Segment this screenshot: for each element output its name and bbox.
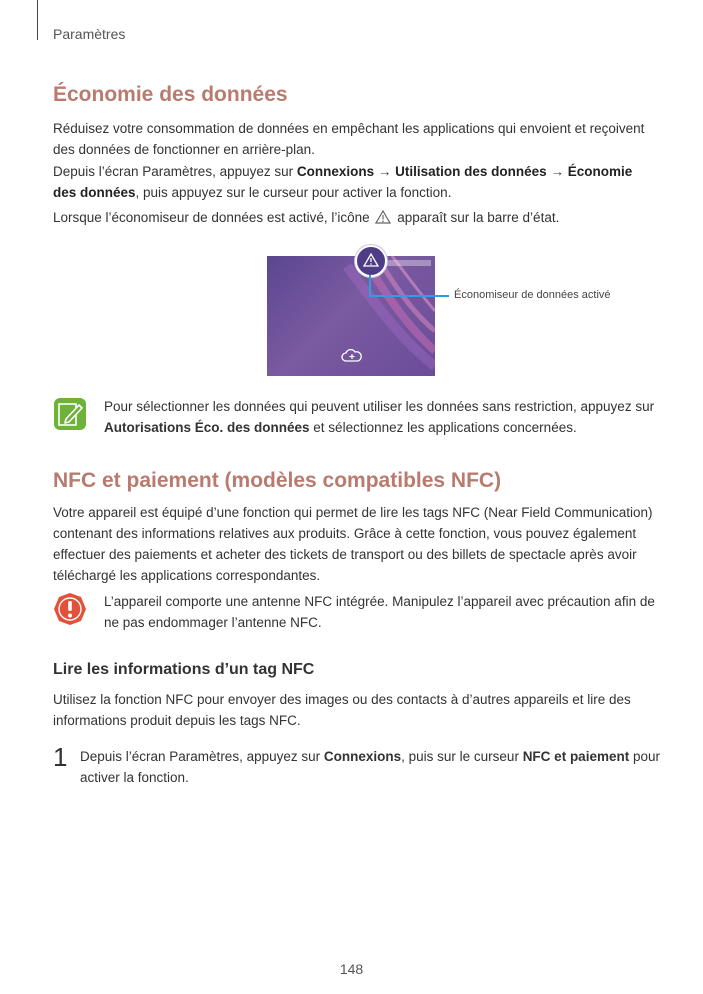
header-rule: [37, 0, 38, 40]
warning-text: L’appareil comporte une antenne NFC intégrée. Manipulez l’appareil avec précaution afin de ne pas endommager l’antenne NFC.: [104, 594, 655, 630]
callout-label: Économiseur de données activé: [454, 289, 611, 301]
note-pencil-icon: [53, 397, 87, 431]
running-header: Paramètres: [53, 26, 126, 42]
data-saver-status-callout: [355, 245, 387, 277]
menu-connexions: Connexions: [323, 749, 402, 764]
callout-line: [369, 295, 449, 297]
data-saver-instructions: Depuis l’écran Paramètres, appuyez sur Connexions → Utilisation des données → Économie des données, puis appuyez sur le curseur pour activer la fonction.: [53, 164, 633, 200]
read-tag-intro: Utilisez la fonction NFC pour envoyer des images ou des contacts à d’autres appareils et lire des informations produit depuis les tags NFC.: [53, 692, 631, 728]
warning-icon: [53, 592, 87, 626]
section-title-data-saver: Économie des données: [53, 83, 288, 106]
menu-connexions: Connexions: [296, 164, 375, 179]
status-bar-screenshot: [267, 256, 435, 376]
data-saver-status-text: Lorsque l’économiseur de données est activé, l’icône apparaît sur la barre d’état.: [53, 210, 560, 225]
step-number: 1: [53, 742, 68, 772]
menu-economie-donnees: Économie des données: [53, 164, 633, 200]
menu-autorisations: Autorisations Éco. des données: [104, 420, 310, 435]
data-saver-icon: [357, 247, 385, 275]
menu-utilisation-donnees: Utilisation des données: [395, 164, 547, 179]
data-saver-icon: [375, 210, 391, 224]
nfc-intro: Votre appareil est équipé d’une fonction qui permet de lire les tags NFC (Near Field Communication) contenant des informations relatives aux produits. Grâce à cette fonction, vous pouvez également effectuer des paiements et acheter des tickets de transport ou des billets de spectacle après avoir téléchargé les applications correspondantes.: [53, 505, 653, 583]
section-title-read-tag: Lire les informations d’un tag NFC: [53, 661, 315, 678]
step-text: Depuis l’écran Paramètres, appuyez sur Connexions, puis sur le curseur NFC et paiement pour activer la fonction.: [80, 749, 660, 785]
callout-line: [369, 275, 371, 297]
note-text: Pour sélectionner les données qui peuvent utiliser les données sans restriction, appuyez sur Autorisations Éco. des données et sélectionnez les applications concernées.: [104, 399, 655, 435]
section-title-nfc: NFC et paiement (modèles compatibles NFC): [53, 469, 502, 492]
cloud-icon: [341, 348, 363, 364]
menu-nfc-paiement: NFC et paiement: [522, 749, 630, 764]
page-number: 148: [339, 961, 364, 977]
data-saver-intro: Réduisez votre consommation de données en empêchant les applications qui envoient et reçoivent des données de fonctionner en arrière-plan.: [53, 121, 645, 157]
